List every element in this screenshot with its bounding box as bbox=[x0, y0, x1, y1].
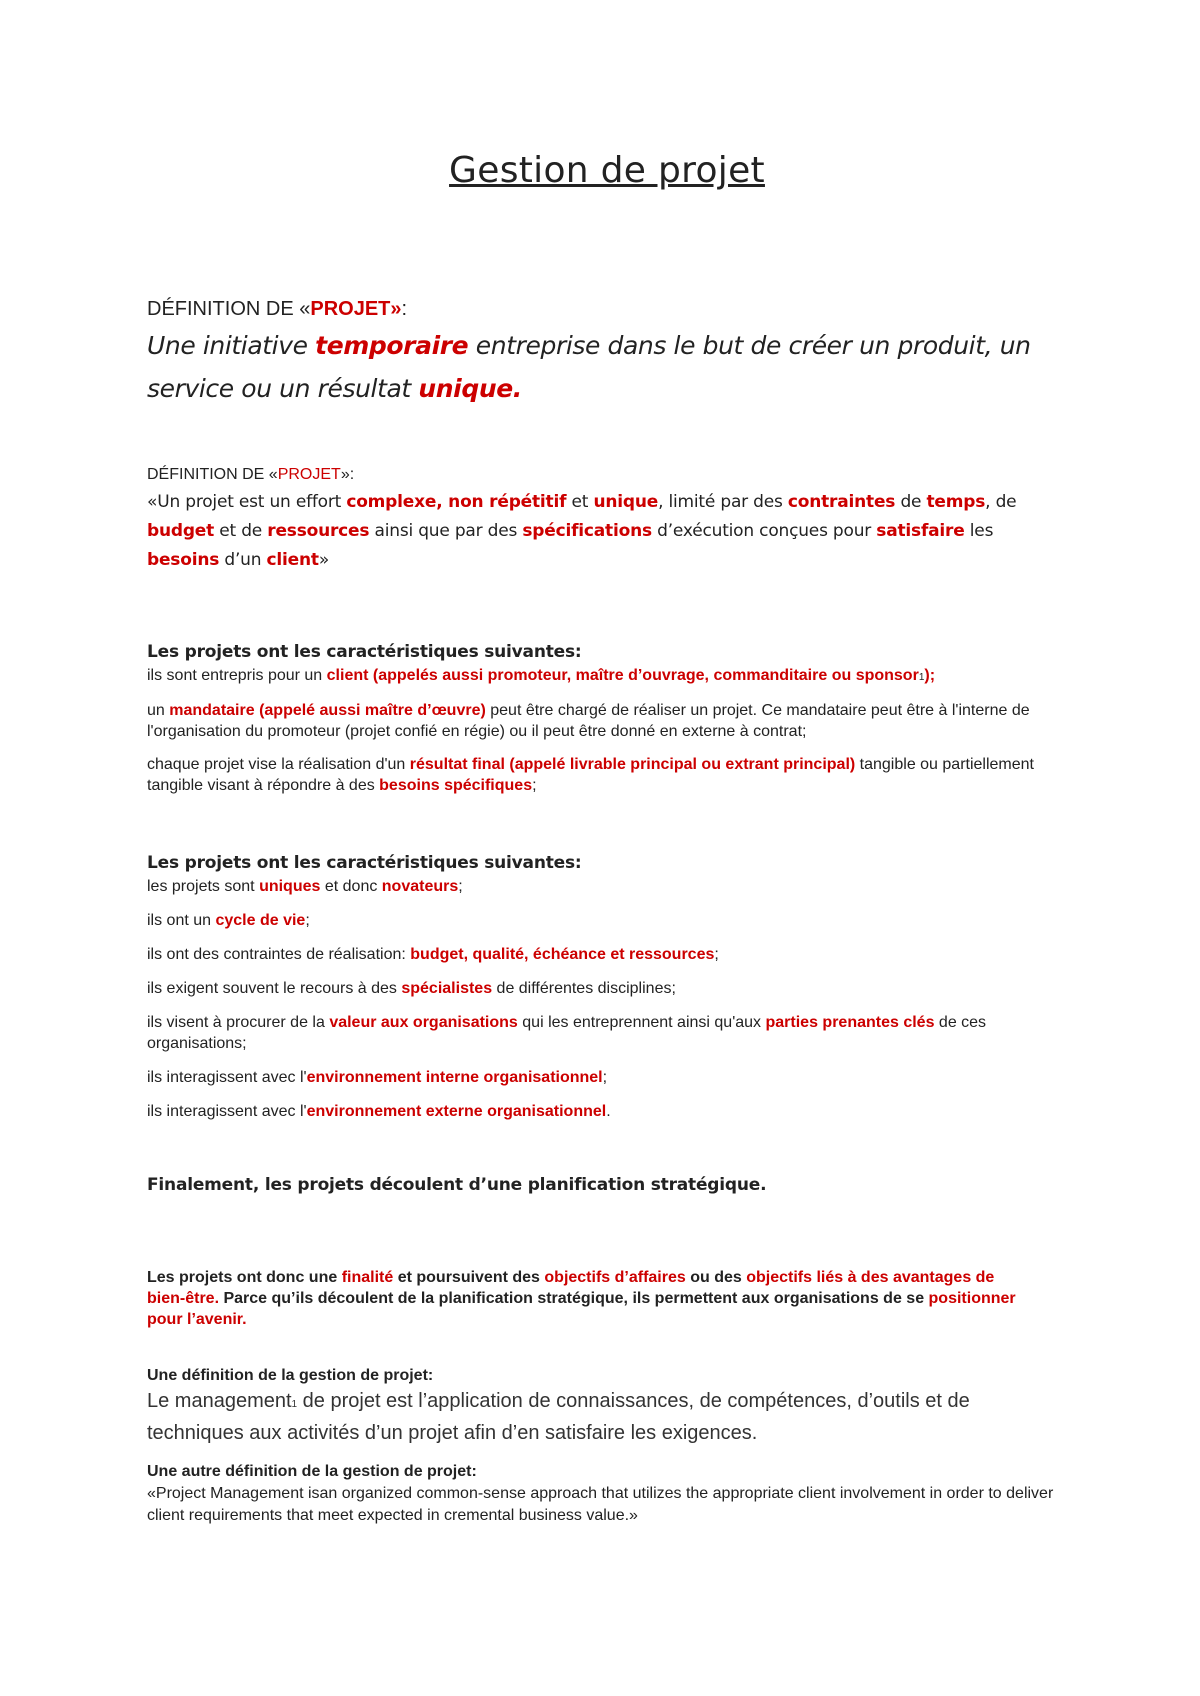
text-part: un bbox=[147, 702, 170, 719]
section-title: Les projets ont les caractéristiques suivantes: bbox=[147, 853, 582, 873]
list-item bbox=[147, 665, 1067, 688]
footnote-ref: 1 bbox=[291, 1399, 298, 1410]
text-part: ; bbox=[532, 777, 537, 794]
definition-label-suffix: : bbox=[401, 298, 408, 320]
text-part: et poursuivent des bbox=[393, 1269, 545, 1286]
highlight-text: objectifs liés à des avantages de bien-être. bbox=[147, 1269, 995, 1307]
highlight-text: valeur aux organisations bbox=[329, 1014, 518, 1031]
list-item bbox=[147, 1012, 1067, 1054]
text-part: ; bbox=[714, 946, 719, 963]
text-part: , limité par des bbox=[658, 492, 788, 512]
list-item bbox=[147, 1101, 1067, 1122]
definition-label bbox=[147, 298, 407, 321]
highlight-text: satisfaire bbox=[876, 521, 965, 541]
highlight-text: contraintes bbox=[787, 492, 896, 512]
text-part: ou des bbox=[685, 1269, 747, 1286]
definition-text-2 bbox=[147, 488, 1067, 575]
list-item bbox=[147, 1067, 1067, 1088]
definition-text-part: Une initiative bbox=[147, 331, 316, 360]
list-item bbox=[147, 754, 1067, 796]
text-part: . bbox=[606, 1103, 611, 1120]
text-part: ils interagissent avec l' bbox=[147, 1103, 307, 1120]
definition-highlight: temporaire bbox=[315, 331, 469, 360]
text-part: et bbox=[566, 492, 594, 512]
text-part: ; bbox=[602, 1069, 608, 1086]
highlight-text: complexe, non répétitif bbox=[346, 492, 567, 512]
text-part: ils exigent souvent le recours à des bbox=[147, 980, 402, 997]
other-definition-title: Une autre définition de la gestion de projet: bbox=[147, 1463, 477, 1480]
definition-label-word: PROJET bbox=[277, 466, 341, 483]
page-title: Gestion de projet bbox=[449, 150, 765, 191]
text-part: de différentes disciplines; bbox=[492, 980, 676, 997]
list-item bbox=[147, 700, 1067, 742]
highlight-text: finalité bbox=[341, 1269, 394, 1286]
gestion-definition-text bbox=[147, 1387, 1067, 1447]
gestion-definition-title: Une définition de la gestion de projet: bbox=[147, 1367, 434, 1384]
highlight-text: budget bbox=[147, 521, 215, 541]
highlight-text: parties prenantes clés bbox=[765, 1014, 935, 1031]
list-item bbox=[147, 876, 1067, 897]
conclusion-heading: Finalement, les projets découlent d’une planification stratégique. bbox=[147, 1175, 767, 1195]
text-part: ils interagissent avec l' bbox=[147, 1069, 307, 1086]
definition-text-part: entreprise dans le but de créer un produit, un service ou un résultat bbox=[147, 331, 1031, 403]
definition-label-word: PROJET» bbox=[310, 298, 402, 320]
highlight-text: résultat final (appelé livrable principal ou extrant principal) bbox=[409, 756, 856, 773]
text-part: ils ont des contraintes de réalisation: bbox=[147, 946, 411, 963]
highlight-text: ressources bbox=[267, 521, 370, 541]
highlight-text: spécialistes bbox=[401, 980, 493, 997]
text-part: de projet est l’application de connaissances, de compétences, d’outils et de techniques aux activités d’un projet afin d’en satisfaire les exigences. bbox=[147, 1390, 970, 1444]
text-part: 1 bbox=[918, 672, 925, 683]
highlight-text: ); bbox=[924, 667, 936, 684]
text-part: ils ont un bbox=[147, 912, 216, 929]
text-part: ils visent à procurer de la bbox=[147, 1014, 330, 1031]
highlight-text: environnement externe organisationnel bbox=[306, 1103, 607, 1120]
text-part: «Un projet est un effort bbox=[147, 492, 347, 512]
list-item bbox=[147, 944, 1067, 965]
text-part: d’exécution conçues pour bbox=[651, 521, 877, 541]
highlight-text: mandataire (appelé aussi maître d’œuvre) bbox=[169, 702, 486, 719]
text-part: les projets sont bbox=[147, 878, 260, 895]
text-part: peut être chargé de réaliser un projet. Ce mandataire peut être à l'interne de l'organisation du promoteur (projet confié en régie) ou il peut être donné en externe à contrat; bbox=[147, 702, 1030, 740]
text-part: de ces organisations; bbox=[147, 1014, 987, 1052]
text-part: Les projets ont donc une bbox=[147, 1269, 342, 1286]
text-part: ils sont entrepris pour un bbox=[147, 667, 327, 684]
text-part: et de bbox=[214, 521, 268, 541]
text-part: , de bbox=[985, 492, 1017, 512]
highlight-text: objectifs d’affaires bbox=[544, 1269, 686, 1286]
other-definition-text: «Project Management isan organized common-sense approach that utilizes the appropriate client involvement in order to deliver client requirements that meet expected in cremental business value.» bbox=[147, 1485, 1054, 1524]
definition-label-prefix: DÉFINITION DE « bbox=[147, 298, 311, 320]
text-part: les bbox=[964, 521, 994, 541]
text-part: chaque projet vise la réalisation d'un bbox=[147, 756, 410, 773]
definition-highlight: unique. bbox=[418, 374, 522, 403]
objectives-paragraph bbox=[147, 1267, 1027, 1330]
list-item bbox=[147, 978, 1067, 999]
text-part: qui les entreprennent ainsi qu'aux bbox=[517, 1014, 766, 1031]
text-part: de bbox=[895, 492, 927, 512]
list-item bbox=[147, 910, 1067, 931]
highlight-text: cycle de vie bbox=[215, 912, 306, 929]
text-part: d’un bbox=[219, 550, 267, 570]
text-part: Le management bbox=[147, 1390, 292, 1412]
text-part: ; bbox=[305, 912, 310, 929]
characteristics-section-2 bbox=[147, 853, 1067, 1135]
highlight-text: novateurs bbox=[381, 878, 459, 895]
text-part: Parce qu’ils découlent de la planification stratégique, ils permettent aux organisations de se bbox=[219, 1290, 929, 1307]
highlight-text: unique bbox=[593, 492, 659, 512]
highlight-text: environnement interne organisationnel bbox=[306, 1069, 603, 1086]
highlight-text: budget, qualité, échéance et ressources bbox=[410, 946, 715, 963]
highlight-text: client bbox=[266, 550, 319, 570]
highlight-text: besoins spécifiques bbox=[379, 777, 533, 794]
text-part: ainsi que par des bbox=[369, 521, 523, 541]
highlight-text: positionner pour l’avenir. bbox=[147, 1290, 1016, 1328]
definition-label-2 bbox=[147, 466, 354, 484]
highlight-text: client (appelés aussi promoteur, maître d’ouvrage, commanditaire ou sponsor bbox=[326, 667, 919, 684]
highlight-text: uniques bbox=[259, 878, 321, 895]
highlight-text: temps bbox=[926, 492, 986, 512]
characteristics-list bbox=[147, 876, 1067, 1122]
text-part: et donc bbox=[320, 878, 382, 895]
text-part: » bbox=[318, 550, 330, 570]
definition-label-prefix: DÉFINITION DE « bbox=[147, 466, 278, 483]
characteristics-list bbox=[147, 665, 1067, 796]
definition-text bbox=[147, 324, 1067, 410]
text-part: tangible ou partiellement tangible visant à répondre à des bbox=[147, 756, 1034, 794]
section-title: Les projets ont les caractéristiques suivantes: bbox=[147, 642, 582, 662]
highlight-text: spécifications bbox=[522, 521, 652, 541]
definition-label-suffix: »: bbox=[340, 466, 355, 483]
text-part: ; bbox=[458, 878, 463, 895]
characteristics-section-1 bbox=[147, 642, 1067, 808]
highlight-text: besoins bbox=[147, 550, 220, 570]
